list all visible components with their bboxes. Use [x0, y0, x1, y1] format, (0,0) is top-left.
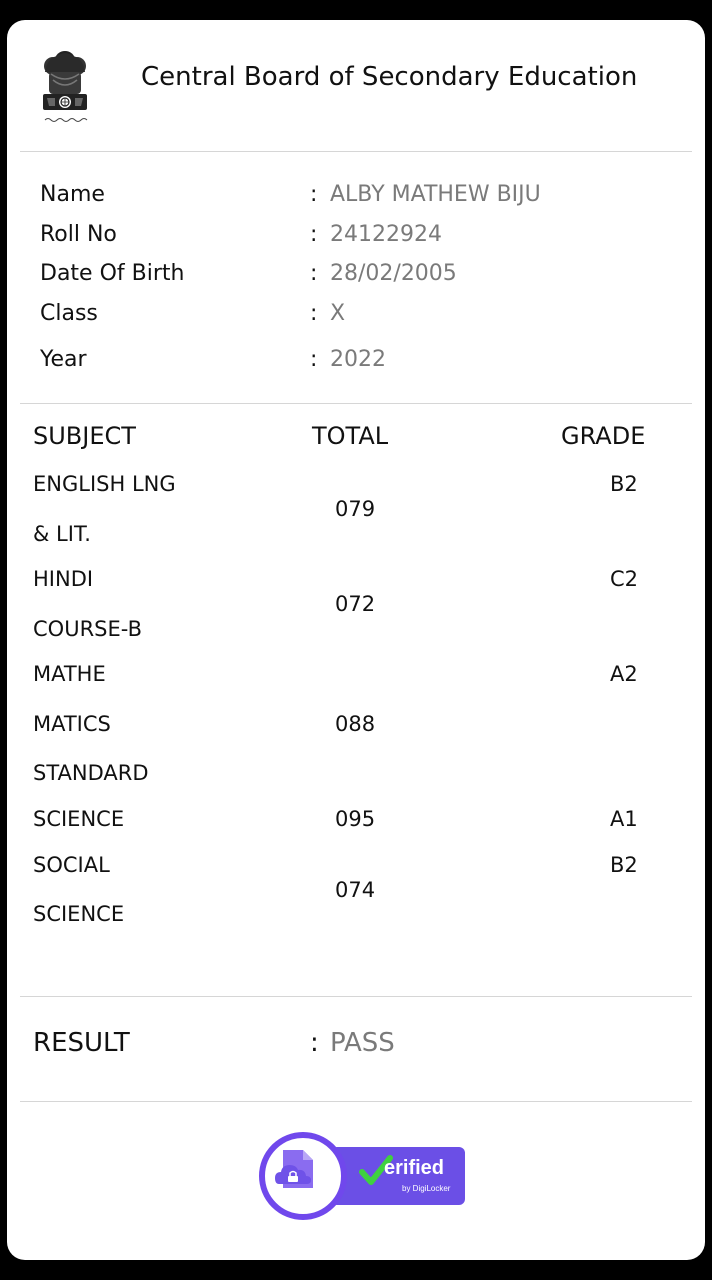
grade-value: C2 [610, 567, 639, 591]
badge-subtext: by DigiLocker [402, 1184, 451, 1193]
name-value: ALBY MATHEW BIJU [330, 182, 541, 207]
subject-line: ENGLISH LNG [33, 472, 176, 496]
verified-badge [259, 1132, 469, 1220]
subject-header: SUBJECT [33, 422, 136, 450]
grade-header: GRADE [561, 422, 646, 450]
subject-line: & LIT. [33, 522, 91, 546]
grade-value: B2 [610, 853, 638, 877]
subject-line: STANDARD [33, 761, 149, 785]
roll-colon: : [310, 222, 318, 247]
subject-line: MATHE [33, 662, 106, 686]
divider [20, 996, 692, 997]
class-colon: : [310, 301, 318, 326]
subject-line: SCIENCE [33, 807, 125, 831]
name-label: Name [40, 182, 105, 207]
result-label: RESULT [33, 1028, 130, 1058]
dob-label: Date Of Birth [40, 261, 185, 286]
divider [20, 151, 692, 152]
marksheet-card [7, 20, 705, 1260]
subject-line: SOCIAL [33, 853, 110, 877]
total-value: 088 [335, 712, 376, 736]
divider [20, 1101, 692, 1102]
result-value: PASS [330, 1028, 395, 1058]
class-value: X [330, 301, 346, 326]
roll-label: Roll No [40, 222, 117, 247]
state-emblem-icon [37, 44, 93, 128]
grade-value: B2 [610, 472, 638, 496]
total-value: 079 [335, 497, 376, 521]
board-title: Central Board of Secondary Education [141, 62, 638, 92]
roll-value: 24122924 [330, 222, 442, 247]
year-label: Year [40, 347, 87, 372]
year-colon: : [310, 347, 318, 372]
grade-value: A2 [610, 662, 638, 686]
dob-colon: : [310, 261, 318, 286]
result-colon: : [310, 1028, 319, 1058]
total-value: 074 [335, 878, 376, 902]
total-value: 095 [335, 807, 376, 831]
badge-circle [259, 1132, 347, 1220]
subject-line: HINDI [33, 567, 94, 591]
subject-line: MATICS [33, 712, 111, 736]
total-header: TOTAL [312, 422, 389, 450]
badge-text: erified [384, 1157, 445, 1179]
subject-line: SCIENCE [33, 902, 125, 926]
class-label: Class [40, 301, 98, 326]
dob-value: 28/02/2005 [330, 261, 457, 286]
cloud-document-lock-icon [265, 1138, 329, 1202]
name-colon: : [310, 182, 318, 207]
total-value: 072 [335, 592, 376, 616]
year-value: 2022 [330, 347, 386, 372]
grade-value: A1 [610, 807, 638, 831]
divider [20, 403, 692, 404]
subject-line: COURSE-B [33, 617, 142, 641]
